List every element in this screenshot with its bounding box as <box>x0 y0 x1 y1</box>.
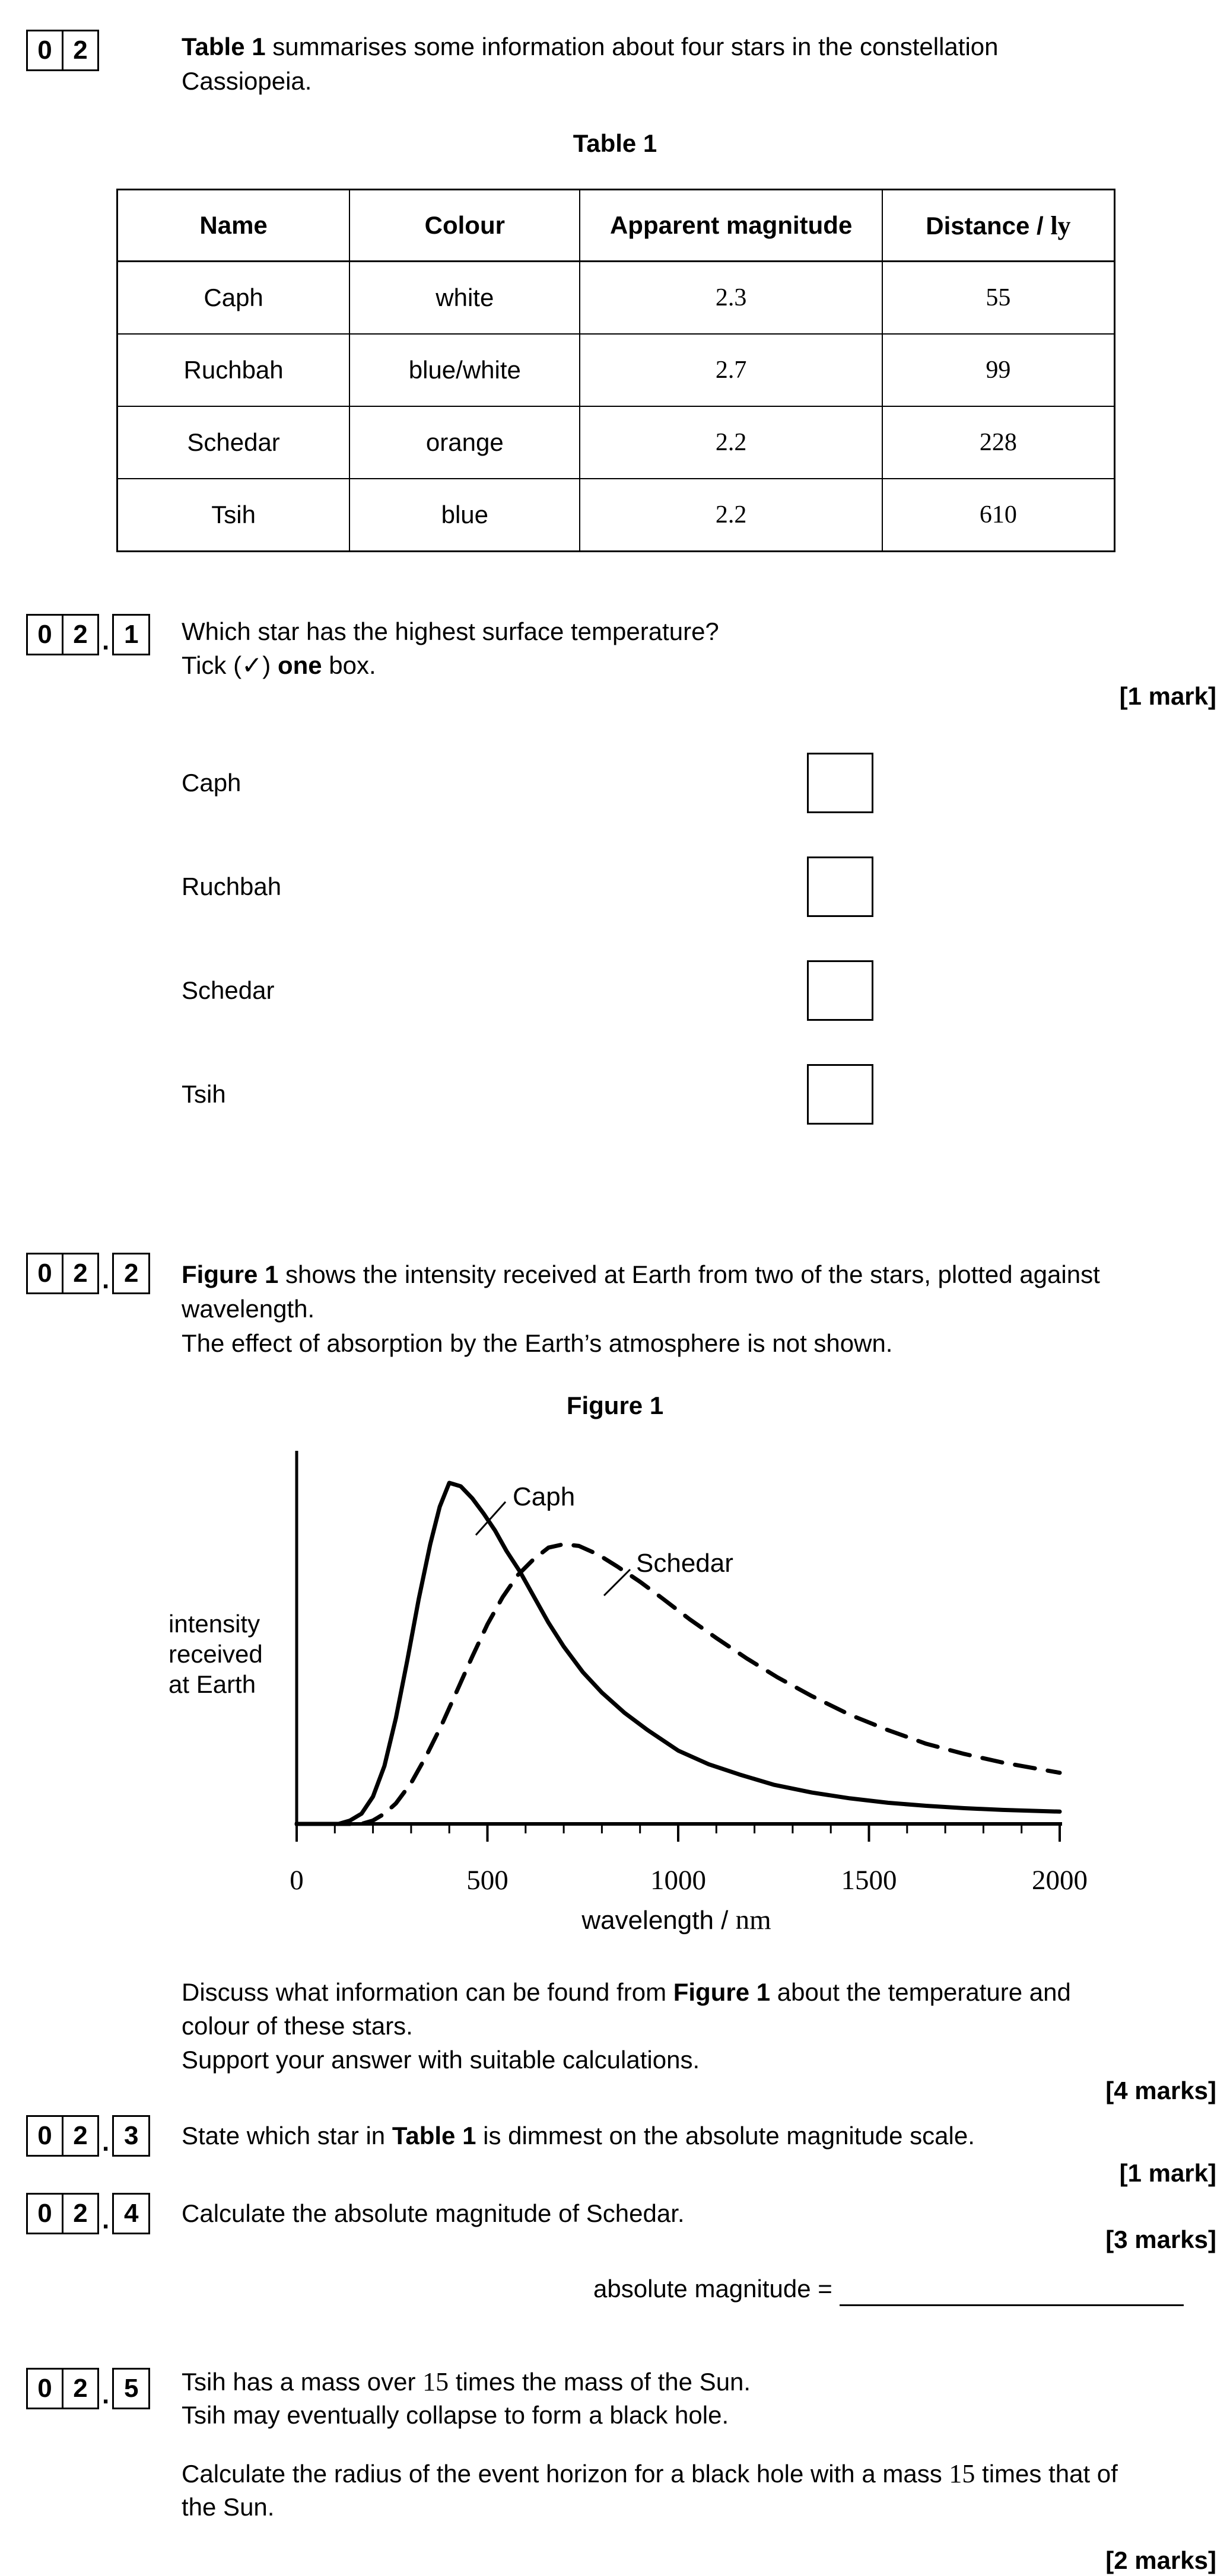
unit-nm: nm <box>735 1905 771 1935</box>
x-tick-label: 500 <box>466 1865 508 1896</box>
option-label: Tsih <box>182 1080 226 1108</box>
q02-1-question: Which star has the highest surface temperature? <box>182 617 719 645</box>
cell-distance: 99 <box>882 334 1115 406</box>
curve-schedar <box>297 1545 1060 1824</box>
answer-line <box>593 2272 1184 2306</box>
question-digit: 2 <box>62 31 97 69</box>
question-digit: 2 <box>62 1254 97 1292</box>
question-number-02-5 <box>26 2368 150 2409</box>
cell-magnitude: 2.7 <box>580 334 882 406</box>
x-tick-label: 2000 <box>1032 1865 1088 1896</box>
col-header-distance: Distance / ly <box>882 190 1115 262</box>
question-subnumber: 4 <box>112 2193 150 2234</box>
question-digit: 0 <box>37 1259 52 1288</box>
cell-name: Caph <box>117 262 350 335</box>
q02-1-tick-instruction: Tick (✓) one box. <box>182 651 376 679</box>
option-label: Schedar <box>182 976 275 1004</box>
q02-intro-line1: Table 1 summarises some information about four stars in the constellation <box>182 33 999 61</box>
question-number-separator: . <box>102 1265 110 1294</box>
cell-colour: blue <box>349 479 580 552</box>
table-row <box>117 406 1115 479</box>
spectral-curves <box>297 1483 1060 1824</box>
q02-5-text-b <box>182 2457 1118 2524</box>
option-row-schedar <box>182 959 873 1023</box>
question-digit: 0 <box>37 620 52 649</box>
answer-label: absolute magnitude = <box>593 2275 832 2303</box>
question-digit: 2 <box>62 2195 97 2233</box>
discuss-line1: Discuss what information can be found from Figure 1 about the temperature and <box>182 1978 1071 2006</box>
schedar-curve-label: Schedar <box>636 1549 733 1578</box>
cell-magnitude: 2.2 <box>580 406 882 479</box>
question-subnumber: 3 <box>112 2115 150 2157</box>
question-number-separator: . <box>102 2205 110 2234</box>
x-tick-label: 1000 <box>650 1865 706 1896</box>
table1-ref: Table 1 <box>182 33 266 61</box>
question-number-02 <box>26 30 99 71</box>
discuss-line3: Support your answer with suitable calculations. <box>182 2046 700 2074</box>
question-number-box <box>26 2368 99 2409</box>
x-axis-ticks <box>290 1824 1088 1896</box>
table1-header-row <box>117 190 1115 262</box>
table-row <box>117 262 1115 335</box>
schedar-leader-line <box>604 1569 630 1596</box>
q02-2-line2: wavelength. <box>182 1295 315 1323</box>
question-number-02-2 <box>26 1253 150 1294</box>
cell-colour: blue/white <box>349 334 580 406</box>
curve-caph <box>297 1483 1060 1824</box>
cell-name: Schedar <box>117 406 350 479</box>
cell-name: Ruchbah <box>117 334 350 406</box>
question-number-box <box>26 1253 99 1294</box>
figure1-title: Figure 1 <box>566 1392 664 1419</box>
cell-magnitude: 2.2 <box>580 479 882 552</box>
marks-q02-2: [4 marks] <box>1105 2077 1216 2104</box>
question-number-02-4 <box>26 2193 150 2234</box>
checkbox-schedar[interactable] <box>807 960 873 1021</box>
question-number-separator: . <box>102 626 110 655</box>
cell-distance: 55 <box>882 262 1115 335</box>
col-header-colour: Colour <box>349 190 580 262</box>
table-row <box>117 479 1115 552</box>
question-subnumber: 5 <box>112 2368 150 2409</box>
question-subnumber: 2 <box>112 1253 150 1294</box>
discuss-line2: colour of these stars. <box>182 2012 413 2040</box>
answer-write-in-line[interactable] <box>840 2273 1184 2306</box>
q02-5-text-a <box>182 2365 751 2432</box>
q02-2-discuss-text <box>182 1975 1071 2077</box>
table1-title: Table 1 <box>573 129 657 157</box>
question-digit: 0 <box>37 2374 52 2403</box>
question-number-box <box>26 30 99 71</box>
cell-distance: 610 <box>882 479 1115 552</box>
q02-3-text: State which star in Table 1 is dimmest on the absolute magnitude scale. <box>182 2122 975 2150</box>
x-axis-label: wavelength / nm <box>581 1905 771 1935</box>
question-digit: 2 <box>62 2117 97 2155</box>
option-row-ruchbah <box>182 855 873 919</box>
table-row <box>117 334 1115 406</box>
question-digit: 0 <box>37 36 52 65</box>
q02-5-line4: the Sun. <box>182 2493 275 2521</box>
marks-q02-3: [1 mark] <box>1119 2159 1216 2187</box>
option-label: Ruchbah <box>182 873 282 900</box>
question-digit: 0 <box>37 2199 52 2228</box>
question-number-02-3 <box>26 2115 150 2157</box>
q02-4-text: Calculate the absolute magnitude of Schedar. <box>182 2199 685 2227</box>
x-tick-label: 1500 <box>841 1865 897 1896</box>
caph-curve-label: Caph <box>513 1482 576 1511</box>
question-number-separator: . <box>102 2128 110 2157</box>
cell-name: Tsih <box>117 479 350 552</box>
unit-ly: ly <box>1050 211 1071 240</box>
q02-1-text <box>182 614 719 682</box>
question-number-box <box>26 614 99 655</box>
question-number-box <box>26 2115 99 2157</box>
col-header-name: Name <box>117 190 350 262</box>
q02-intro-line2: Cassiopeia. <box>182 67 312 95</box>
option-label: Caph <box>182 769 241 797</box>
x-tick-label: 0 <box>290 1865 304 1896</box>
q02-5-line3: Calculate the radius of the event horizon for a black hole with a mass 15 times that of <box>182 2459 1118 2488</box>
cell-distance: 228 <box>882 406 1115 479</box>
q02-2-text <box>182 1257 1100 1361</box>
marks-q02-5: [2 marks] <box>1105 2546 1216 2574</box>
checkbox-tsih[interactable] <box>807 1064 873 1125</box>
q02-2-line3: The effect of absorption by the Earth’s atmosphere is not shown. <box>182 1329 893 1357</box>
figure1-chart <box>148 1424 1098 1945</box>
col-header-apparent-magnitude: Apparent magnitude <box>580 190 882 262</box>
q02-5-line1: Tsih has a mass over 15 times the mass of the Sun. <box>182 2367 751 2396</box>
question-digit: 2 <box>62 616 97 654</box>
marks-q02-1: [1 mark] <box>1119 682 1216 710</box>
checkbox-caph[interactable] <box>807 753 873 813</box>
question-digit: 0 <box>37 2121 52 2150</box>
cell-magnitude: 2.3 <box>580 262 882 335</box>
option-row-caph <box>182 751 873 815</box>
question-number-separator: . <box>102 2380 110 2409</box>
cell-colour: white <box>349 262 580 335</box>
table1 <box>116 189 1115 552</box>
q02-intro <box>182 30 999 98</box>
figure1-y-axis-label: intensity received at Earth <box>169 1610 263 1698</box>
marks-q02-4: [3 marks] <box>1105 2225 1216 2253</box>
question-number-box <box>26 2193 99 2234</box>
option-row-tsih <box>182 1062 873 1126</box>
question-number-02-1 <box>26 614 150 655</box>
q02-2-line1: Figure 1 shows the intensity received at Earth from two of the stars, plotted against <box>182 1260 1100 1288</box>
q02-5-line2: Tsih may eventually collapse to form a black hole. <box>182 2401 729 2429</box>
question-digit: 2 <box>62 2370 97 2408</box>
question-subnumber: 1 <box>112 614 150 655</box>
cell-colour: orange <box>349 406 580 479</box>
checkbox-ruchbah[interactable] <box>807 856 873 917</box>
